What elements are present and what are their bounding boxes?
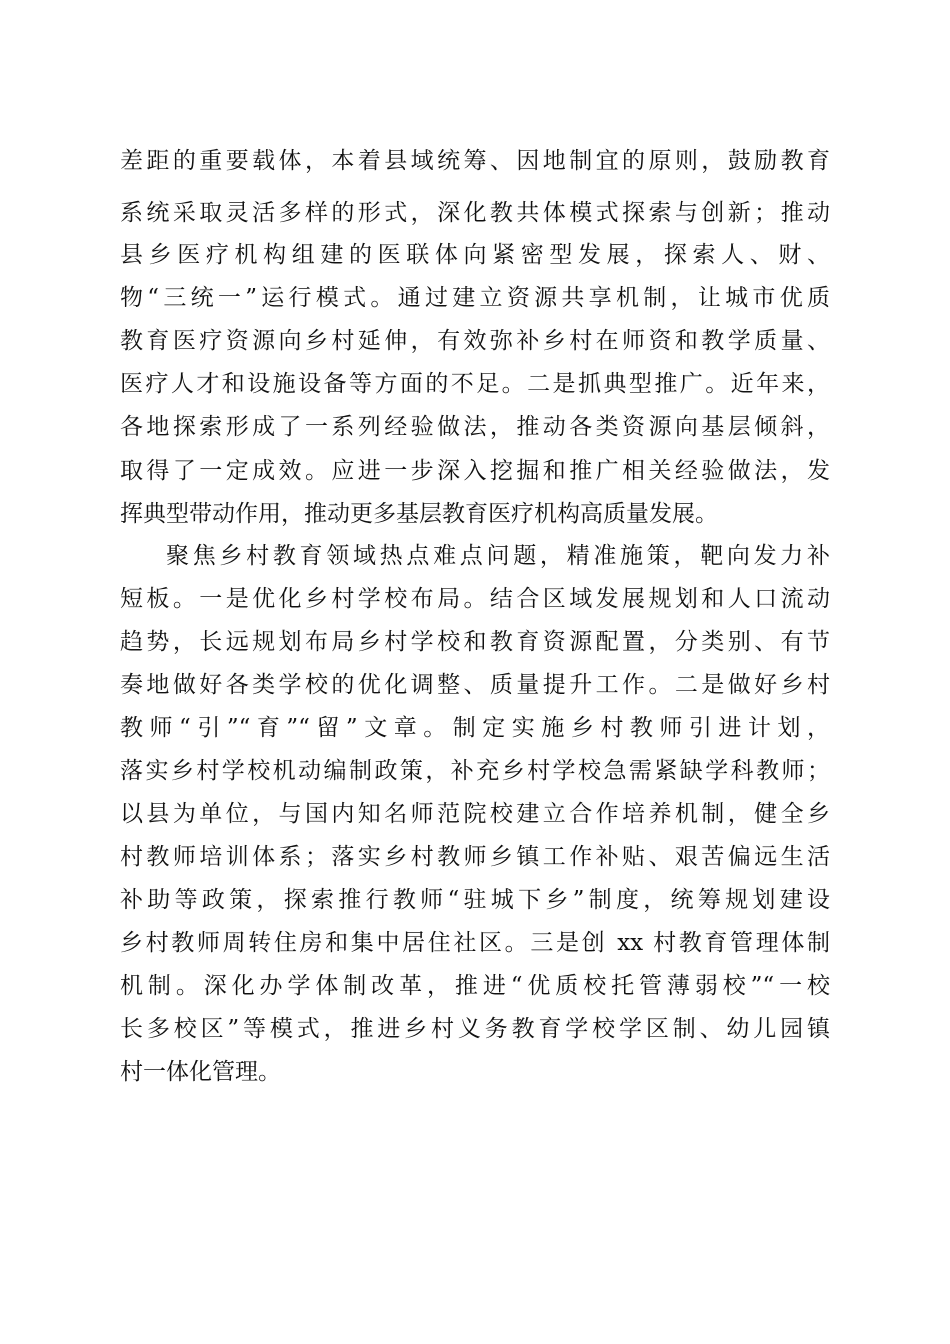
text-line: 挥典型带动作用，推动更多基层教育医疗机构高质量发展。 (120, 501, 718, 527)
text-line: 系统采取灵活多样的形式，深化教共体模式探索与创新；推动 (120, 200, 830, 226)
text-line: 长多校区”等模式，推进乡村义务教育学校学区制、幼儿园镇 (120, 1016, 830, 1042)
text-line: 县乡医疗机构组建的医联体向紧密型发展，探索人、财、 (120, 242, 830, 268)
text-line: 补助等政策，探索推行教师“驻城下乡”制度，统筹规划建设 (120, 887, 830, 913)
text-line: 乡村教师周转住房和集中居住社区。三是创 xx 村教育管理体制 (120, 930, 830, 956)
text-line: 教师“引”“育”“留”文章。制定实施乡村教师引进计划， (120, 715, 830, 741)
text-line: 奏地做好各类学校的优化调整、质量提升工作。二是做好乡村 (120, 672, 830, 698)
text-line: 短板。一是优化乡村学校布局。结合区域发展规划和人口流动 (120, 586, 830, 612)
text-line: 各地探索形成了一系列经验做法，推动各类资源向基层倾斜， (120, 414, 830, 440)
text-line: 机制。深化办学体制改革，推进“优质校托管薄弱校”“一校 (120, 973, 830, 999)
text-line: 村教师培训体系；落实乡村教师乡镇工作补贴、艰苦偏远生活 (120, 844, 830, 870)
text-line: 以县为单位，与国内知名师范院校建立合作培养机制，健全乡 (120, 801, 830, 827)
text-line: 教育医疗资源向乡村延伸，有效弥补乡村在师资和教学质量、 (120, 328, 830, 354)
text-line: 差距的重要载体，本着县域统筹、因地制宜的原则，鼓励教育 (120, 148, 830, 174)
text-line: 物“三统一”运行模式。通过建立资源共享机制，让城市优质 (120, 285, 830, 311)
text-line: 村一体化管理。 (120, 1059, 281, 1085)
text-line: 趋势，长远规划布局乡村学校和教育资源配置，分类别、有节 (120, 629, 830, 655)
paragraph-first-line: 聚焦乡村教育领域热点难点问题，精准施策，靶向发力补 (166, 543, 830, 569)
text-line: 落实乡村学校机动编制政策，补充乡村学校急需紧缺学科教师； (120, 758, 830, 784)
text-line: 取得了一定成效。应进一步深入挖掘和推广相关经验做法，发 (120, 458, 830, 484)
text-line: 医疗人才和设施设备等方面的不足。二是抓典型推广。近年来， (120, 371, 830, 397)
